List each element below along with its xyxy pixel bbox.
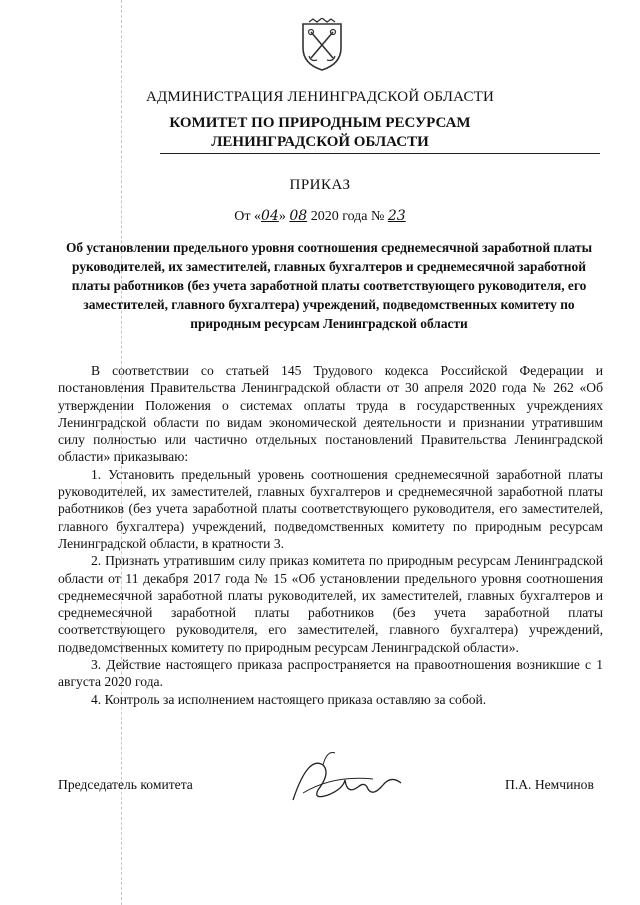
signatory-position: Председатель комитета: [58, 777, 193, 792]
order-subject: Об установлении предельного уровня соотношения среднемесячной заработной платы руководителей, их заместителей, главных бухгалтеров и среднемесячной заработной платы работников (без учета заработной платы соответствующего руководителя, его заместителей, главного бухгалтера) учреждений, подведомственных комитету по природным ресурсам Ленинградской области: [65, 240, 593, 331]
order-preamble: В соответствии со статьей 145 Трудового кодекса Российской Федерации и постановления Правительства Ленинградской области от 30 апреля 2020 года № 262 «Об утверждении Положения о системах оплаты труда в государственных учреждениях Ленинградской области по видам экономической деятельности и признании утратившим силу полностью или частично отдельных постановлений Правительства Ленинградской области» приказываю:: [58, 363, 603, 465]
header-divider: [160, 153, 600, 154]
committee-name: [0, 114, 640, 152]
order-date-prefix: От «: [234, 209, 262, 224]
order-date-mid: »: [278, 209, 286, 224]
order-month: 08: [289, 208, 308, 224]
committee-name-line1: КОМИТЕТ ПО ПРИРОДНЫМ РЕСУРСАМ: [169, 115, 471, 131]
coat-of-arms-icon: [295, 18, 349, 72]
order-date-number: [0, 208, 640, 225]
committee-name-line2: ЛЕНИНГРАДСКОЙ ОБЛАСТИ: [211, 134, 429, 150]
order-item-3: 3. Действие настоящего приказа распространяется на правоотношения возникшие с 1 августа 2020 года.: [58, 657, 603, 690]
order-title: ПРИКАЗ: [289, 177, 351, 193]
order-year: 2020 года №: [310, 209, 385, 224]
handwritten-signature: [283, 745, 408, 815]
organization-name: АДМИНИСТРАЦИЯ ЛЕНИНГРАДСКОЙ ОБЛАСТИ: [145, 89, 495, 105]
order-item-1: 1. Установить предельный уровень соотношения среднемесячной заработной платы руководителей, их заместителей, главных бухгалтеров и среднемесячной заработной платы работников (без учета заработной платы соответствующего руководителя, его заместителей, главного бухгалтера) учреждений, подведомственных комитету по природным ресурсам Ленинградской области, в кратности 3.: [58, 466, 603, 551]
order-item-2: 2. Признать утратившим силу приказ комитета по природным ресурсам Ленинградской области от 11 декабря 2017 года № 15 «Об установлении предельного уровня соотношения среднемесячной заработной платы руководителей, их заместителей, главных бухгалтеров и среднемесячной заработной платы работников (без учета заработной платы соответствующего руководителя, его заместителей, главного бухгалтера) учреждений, подведомственных комитету по природным ресурсам Ленинградской области».: [58, 553, 603, 655]
order-day: 04: [261, 208, 279, 224]
order-number: 23: [387, 208, 406, 224]
order-item-4: 4. Контроль за исполнением настоящего приказа оставляю за собой.: [91, 691, 487, 707]
order-body: [58, 362, 603, 708]
signatory-name: П.А. Немчинов: [505, 777, 594, 792]
